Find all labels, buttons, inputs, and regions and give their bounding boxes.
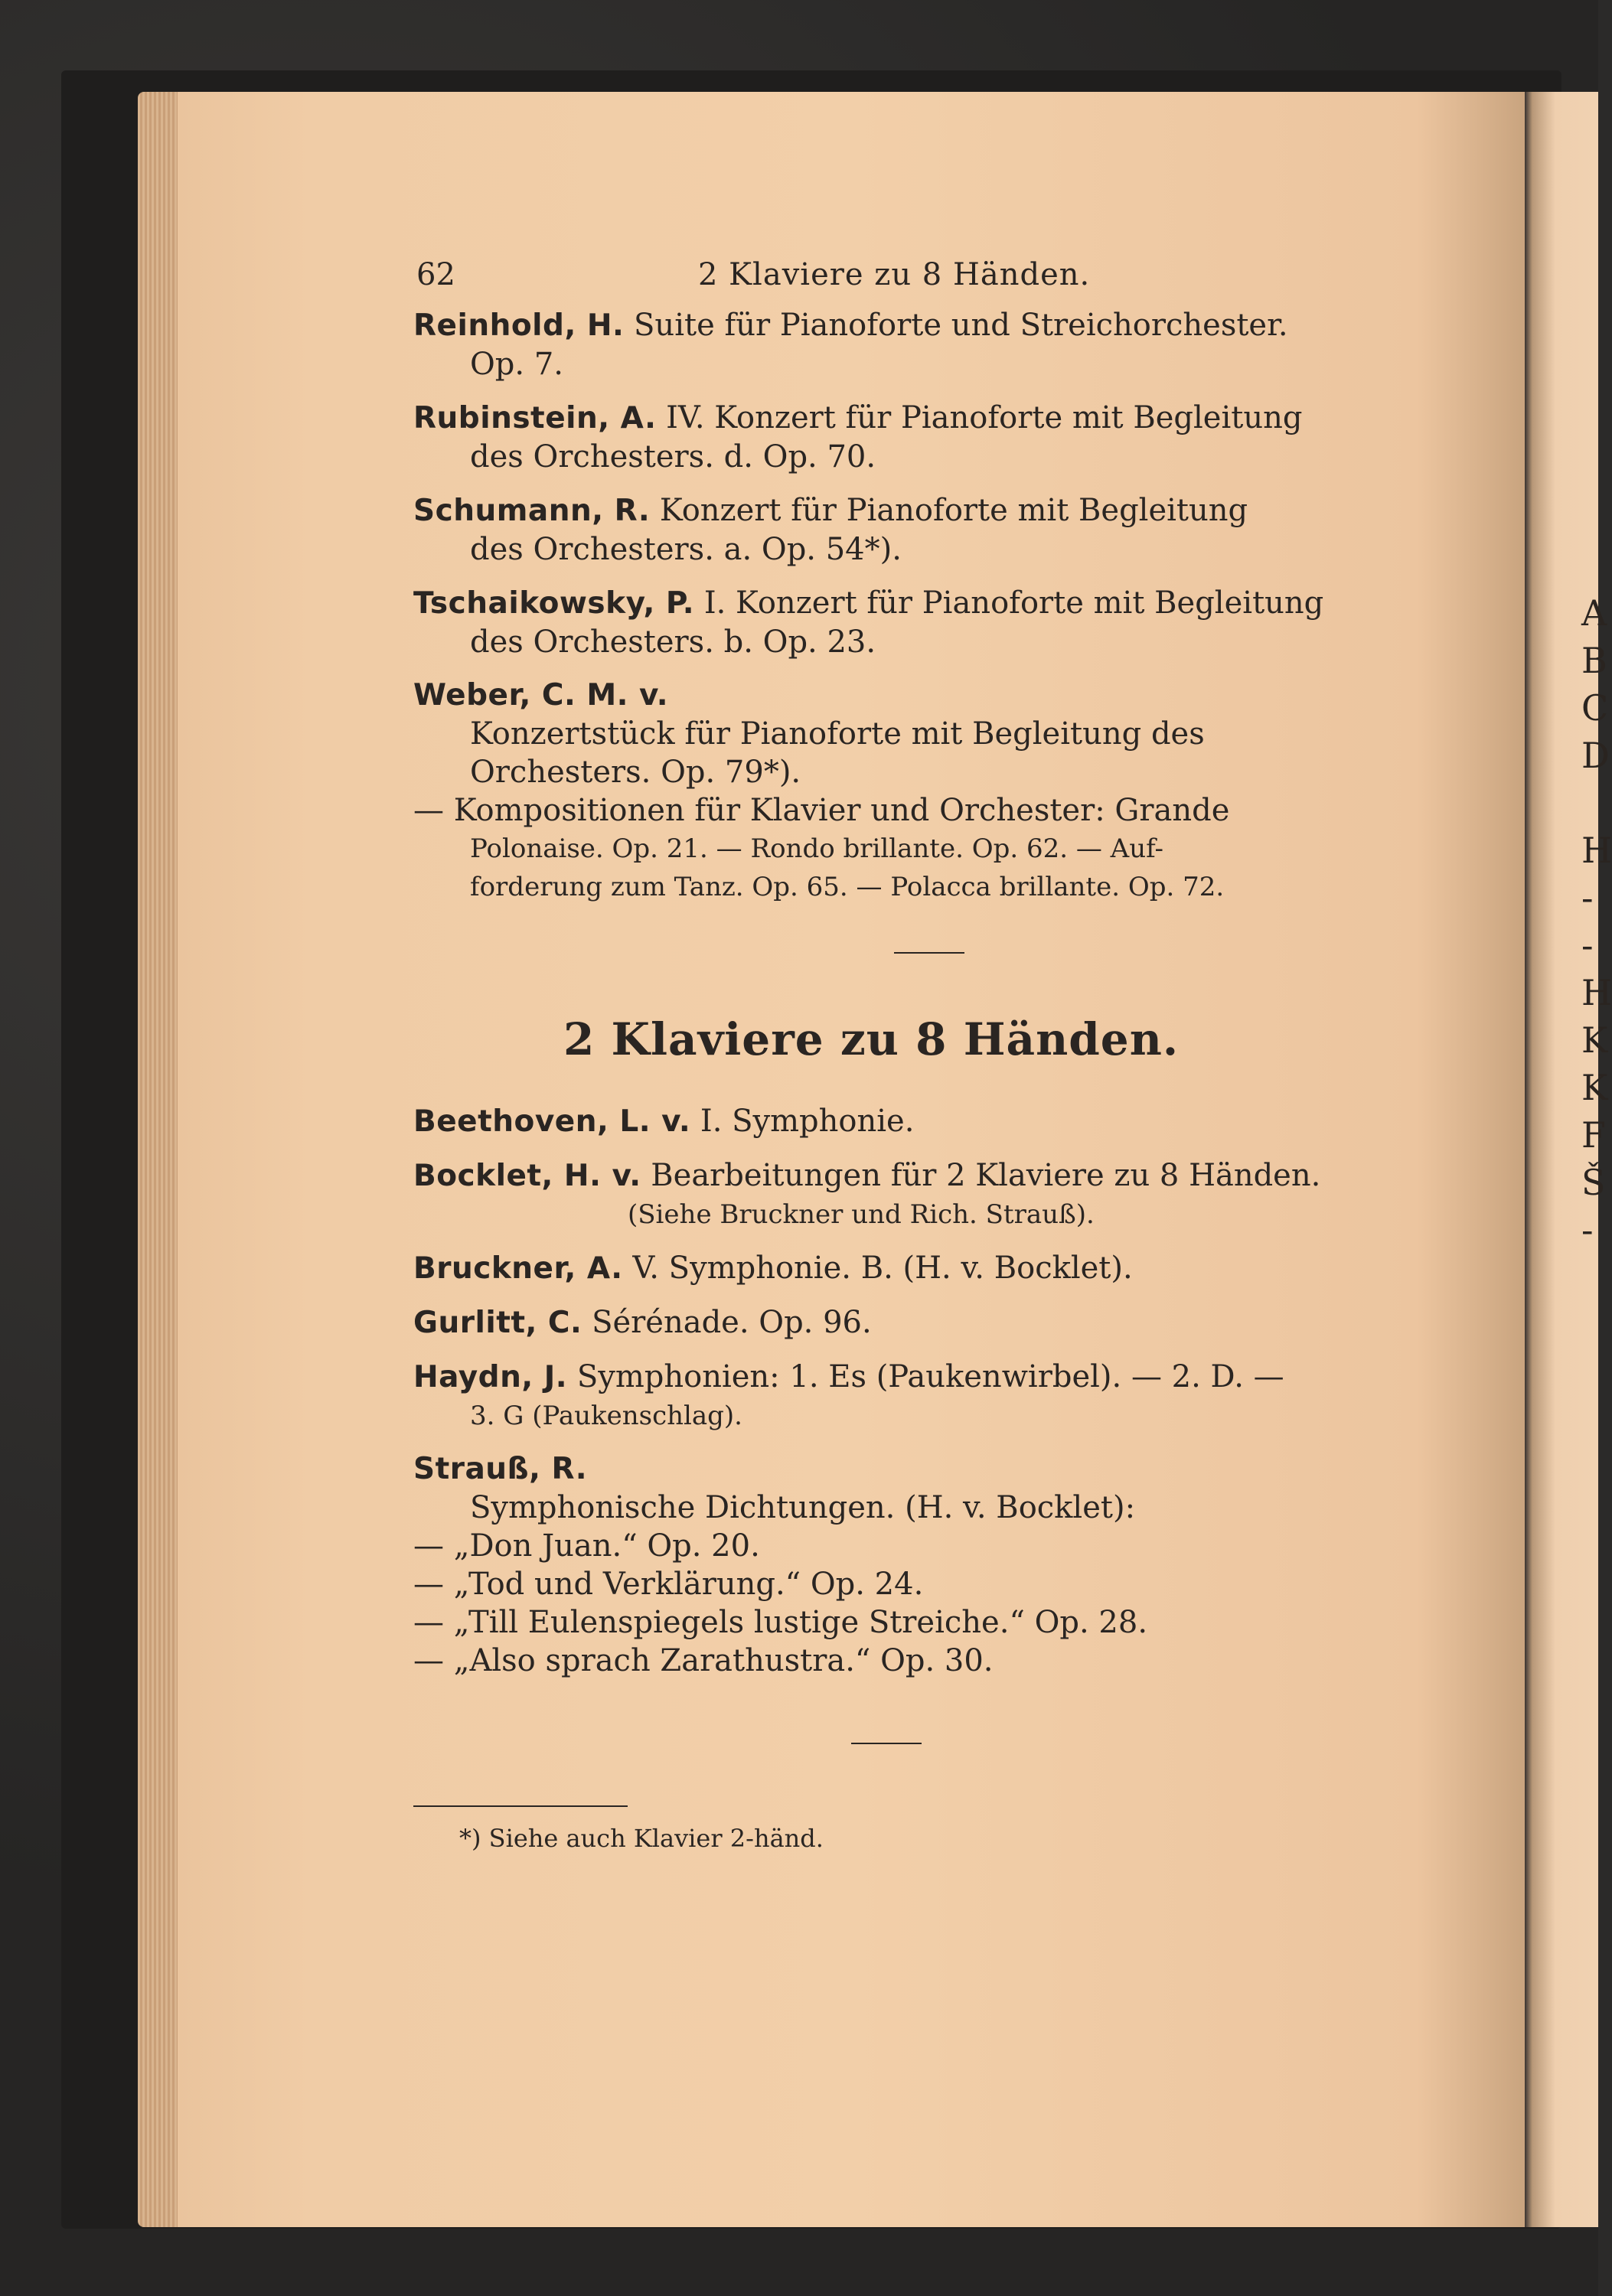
entry-weber	[413, 677, 1408, 906]
entry-text: Konzertstück für Pianoforte mit Begleitung des	[470, 716, 1205, 752]
facing-letter: H	[1581, 972, 1612, 1013]
footnote-rule	[413, 1805, 628, 1807]
work-item: — „Till Eulenspiegels lustige Streiche.“ Op. 28.	[413, 1605, 1148, 1640]
facing-letter	[1581, 779, 1604, 827]
entry-text: V. Symphonie. B. (H. v. Bocklet).	[632, 1251, 1133, 1286]
entry-continuation: Op. 7.	[470, 347, 563, 382]
entry-text: Symphonische Dichtungen. (H. v. Bocklet):	[470, 1490, 1136, 1525]
facing-letter: -	[1581, 1209, 1594, 1251]
entry-continuation: des Orchesters. a. Op. 54*).	[470, 532, 902, 567]
composer-name: Schumann, R.	[413, 494, 651, 528]
composer-name: Strauß, R.	[413, 1452, 588, 1486]
running-head-title: 2 Klaviere zu 8 Händen.	[698, 257, 1091, 292]
facing-letter: -	[1581, 877, 1594, 918]
entry-text: I. Symphonie.	[700, 1104, 915, 1139]
entry-bruckner	[413, 1249, 1408, 1288]
entry-text: Symphonien: 1. Es (Paukenwirbel). — 2. D. —	[576, 1359, 1284, 1394]
composer-name: Tschaikowsky, P.	[413, 586, 695, 621]
facing-page-letters	[1581, 589, 1612, 1254]
running-head	[413, 253, 1408, 306]
facing-letter: B	[1581, 640, 1607, 681]
entry-text: Konzert für Pianoforte mit Begleitung	[659, 493, 1248, 528]
entry-text: Polonaise. Op. 21. — Rondo brillante. Op. 62. — Auf-	[470, 833, 1163, 864]
entry-beethoven	[413, 1102, 1408, 1141]
composer-name: Haydn, J.	[413, 1360, 568, 1394]
page-number: 62	[416, 257, 455, 292]
composer-name: Bruckner, A.	[413, 1251, 623, 1286]
section-divider	[851, 1743, 922, 1744]
entry-gurlitt	[413, 1303, 1408, 1342]
entry-haydn	[413, 1358, 1408, 1435]
entry-text: forderung zum Tanz. Op. 65. — Polacca brillante. Op. 72.	[470, 872, 1225, 902]
page-content	[413, 253, 1408, 1853]
section-divider	[894, 952, 964, 954]
facing-letter: D	[1581, 735, 1610, 776]
entry-bocklet	[413, 1156, 1408, 1234]
entry-schumann	[413, 491, 1408, 569]
entry-note: (Siehe Bruckner und Rich. Strauß).	[628, 1199, 1095, 1230]
facing-letter: K	[1581, 1067, 1608, 1108]
facing-letter: Š	[1581, 1162, 1606, 1203]
entry-text: Bearbeitungen für 2 Klaviere zu 8 Händen.	[651, 1158, 1321, 1193]
entry-reinhold	[413, 306, 1408, 383]
entry-text: IV. Konzert für Pianoforte mit Begleitung	[666, 400, 1303, 435]
work-item: — „Also sprach Zarathustra.“ Op. 30.	[413, 1643, 994, 1678]
entry-text: Suite für Pianoforte und Streichorchester.	[634, 308, 1288, 343]
footnote: *) Siehe auch Klavier 2-händ.	[459, 1824, 824, 1853]
facing-letter: -	[1581, 925, 1594, 966]
composer-name: Gurlitt, C.	[413, 1306, 582, 1340]
composer-name: Rubinstein, A.	[413, 401, 657, 435]
facing-letter: C	[1581, 687, 1609, 729]
entry-continuation: des Orchesters. b. Op. 23.	[470, 625, 876, 660]
entry-continuation: des Orchesters. d. Op. 70.	[470, 439, 876, 475]
work-item: — „Tod und Verklärung.“ Op. 24.	[413, 1567, 924, 1602]
entry-rubinstein	[413, 399, 1408, 476]
entry-text: Sérénade. Op. 96.	[592, 1305, 872, 1340]
facing-letter: A	[1581, 592, 1607, 634]
facing-letter: F	[1581, 1114, 1606, 1156]
entry-strauss	[413, 1450, 1408, 1680]
composer-name: Reinhold, H.	[413, 308, 625, 343]
composer-name: Weber, C. M. v.	[413, 678, 669, 713]
composer-name: Bocklet, H. v.	[413, 1159, 641, 1193]
entry-continuation: 3. G (Paukenschlag).	[470, 1401, 742, 1431]
entry-tschaikowsky	[413, 584, 1408, 661]
section-title: 2 Klaviere zu 8 Händen.	[563, 1013, 1180, 1065]
composer-name: Beethoven, L. v.	[413, 1104, 691, 1139]
work-item: — „Don Juan.“ Op. 20.	[413, 1528, 760, 1564]
facing-letter: K	[1581, 1019, 1608, 1061]
facing-letter: H	[1581, 830, 1612, 871]
entry-text: — Kompositionen für Klavier und Orchester: Grande	[413, 793, 1230, 828]
entry-text: Orchesters. Op. 79*).	[470, 755, 801, 790]
entry-text: I. Konzert für Pianoforte mit Begleitung	[703, 585, 1324, 621]
